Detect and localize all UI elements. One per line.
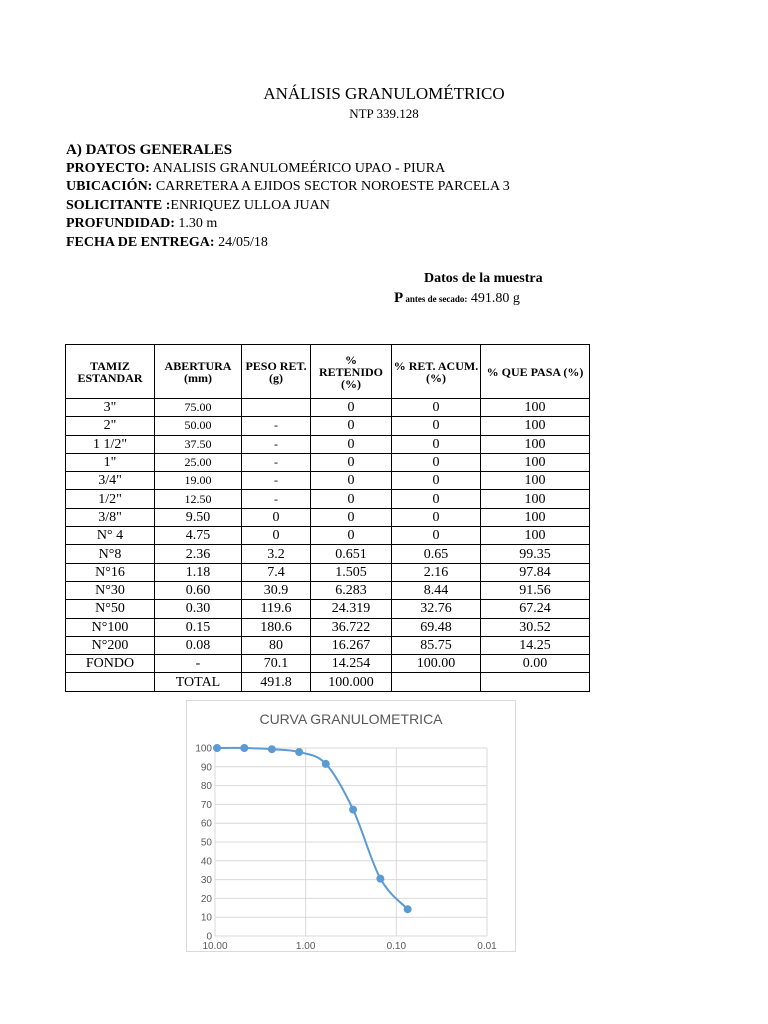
header-line: PESO RET. <box>245 358 307 373</box>
cell-que-pasa: 99.35 <box>481 545 590 563</box>
cell-ret-acum: 69.48 <box>392 618 481 636</box>
cell-que-pasa: 100 <box>481 417 590 435</box>
y-tick-label: 90 <box>200 762 212 774</box>
fecha-value: 24/05/18 <box>214 234 268 250</box>
cell-tamiz: N°200 <box>66 636 155 654</box>
sample-weight-line <box>394 290 520 307</box>
cell-abertura: 0.15 <box>155 618 242 636</box>
sample-weight-subscript: antes de secado: <box>403 294 468 304</box>
data-point <box>241 745 248 752</box>
cell-abertura: 12.50 <box>155 490 242 508</box>
header-line: % RET. ACUM. <box>393 358 479 373</box>
header-line: ESTANDAR <box>77 370 143 385</box>
cell-abertura: 1.18 <box>155 563 242 581</box>
cell-abertura: 2.36 <box>155 545 242 563</box>
cell-retenido: 36.722 <box>311 618 392 636</box>
cell-ret-acum: 0 <box>392 490 481 508</box>
cell-tamiz: N°100 <box>66 618 155 636</box>
sieve-analysis-table <box>65 344 590 692</box>
cell-tamiz: N°8 <box>66 545 155 563</box>
header-abertura <box>155 345 242 399</box>
y-tick-label: 30 <box>200 875 212 887</box>
y-tick-label: 100 <box>195 743 212 755</box>
header-line: (%) <box>341 376 361 391</box>
cell-ret-acum: 0 <box>392 527 481 545</box>
y-tick-label: 20 <box>200 893 212 905</box>
cell-que-pasa: 100 <box>481 508 590 526</box>
y-tick-label: 40 <box>200 856 212 868</box>
proyecto-value: ANALISIS GRANULOMEÉRICO UPAO - PIURA <box>149 160 446 176</box>
x-tick-label: 1.00 <box>295 941 316 951</box>
solicitante-line <box>66 197 510 216</box>
y-tick-label: 60 <box>200 818 212 830</box>
y-tick-label: 70 <box>200 799 212 811</box>
solicitante-value: ENRIQUEZ ULLOA JUAN <box>170 197 330 213</box>
data-point <box>268 746 275 753</box>
header-line: % QUE PASA (%) <box>486 364 584 379</box>
cell-peso-ret: 0 <box>242 527 311 545</box>
sample-weight-value: 491.80 g <box>467 291 520 306</box>
table-row <box>66 636 590 654</box>
sample-data-title: Datos de la muestra <box>424 271 543 286</box>
cell-ret-acum: 0 <box>392 417 481 435</box>
chart-title: CURVA GRANULOMETRICA <box>259 711 443 727</box>
profundidad-label: PROFUNDIDAD: <box>66 216 175 232</box>
table-row <box>66 399 590 417</box>
cell-que-pasa: 91.56 <box>481 581 590 599</box>
cell-retenido: 1.505 <box>311 563 392 581</box>
cell-retenido: 0 <box>311 453 392 471</box>
header-line: ABERTURA <box>164 358 232 373</box>
cell-ret-acum: 32.76 <box>392 600 481 618</box>
header-line: (%) <box>426 370 446 385</box>
header-retenido <box>311 345 392 399</box>
cell-ret-acum: 0.65 <box>392 545 481 563</box>
table-row <box>66 600 590 618</box>
profundidad-value: 1.30 m <box>174 216 218 232</box>
x-tick-label: 10.00 <box>202 941 228 951</box>
x-tick-label: 0.01 <box>477 941 497 951</box>
cell-retenido: 6.283 <box>311 581 392 599</box>
data-point <box>350 806 357 813</box>
cell-tamiz: N°16 <box>66 563 155 581</box>
cell-ret-acum: 8.44 <box>392 581 481 599</box>
cell-retenido: 0 <box>311 472 392 490</box>
table-row <box>66 581 590 599</box>
cell-retenido: 0 <box>311 508 392 526</box>
header-ret-acum <box>392 345 481 399</box>
cell-que-pasa: 67.24 <box>481 600 590 618</box>
chart-plot <box>187 701 515 951</box>
cell-tamiz: 1" <box>66 453 155 471</box>
cell-ret-acum: 100.00 <box>392 655 481 673</box>
cell-peso-ret: - <box>242 435 311 453</box>
table-row <box>66 435 590 453</box>
cell-abertura: 19.00 <box>155 472 242 490</box>
cell-retenido: 0.651 <box>311 545 392 563</box>
table-row <box>66 673 590 691</box>
cell-ret-acum: 0 <box>392 508 481 526</box>
table-row <box>66 472 590 490</box>
y-tick-label: 80 <box>200 781 212 793</box>
cell-retenido: 0 <box>311 435 392 453</box>
cell-retenido: 0 <box>311 527 392 545</box>
header-line: RETENIDO <box>318 364 383 379</box>
solicitante-label: SOLICITANTE : <box>66 197 171 213</box>
cell-peso-ret: 180.6 <box>242 618 311 636</box>
ubicacion-value: CARRETERA A EJIDOS SECTOR NOROESTE PARCELA 3 <box>152 179 510 195</box>
cell-peso-ret: 0 <box>242 508 311 526</box>
table-row <box>66 508 590 526</box>
proyecto-label: PROYECTO: <box>66 160 150 176</box>
cell-peso-ret: - <box>242 490 311 508</box>
cell-que-pasa: 100 <box>481 472 590 490</box>
cell-abertura: 0.30 <box>155 600 242 618</box>
cell-peso-ret: 119.6 <box>242 600 311 618</box>
table-row <box>66 490 590 508</box>
cell-tamiz: FONDO <box>66 655 155 673</box>
proyecto-line <box>66 160 510 179</box>
header-line: % <box>345 352 357 367</box>
data-point <box>377 875 384 882</box>
table-row <box>66 417 590 435</box>
fecha-line <box>66 234 510 253</box>
cell-abertura: 4.75 <box>155 527 242 545</box>
header-tamiz <box>66 345 155 399</box>
cell-retenido: 100.000 <box>311 673 392 691</box>
cell-retenido: 0 <box>311 399 392 417</box>
cell-retenido: 16.267 <box>311 636 392 654</box>
cell-abertura: - <box>155 655 242 673</box>
table-row <box>66 655 590 673</box>
cell-que-pasa: 97.84 <box>481 563 590 581</box>
cell-tamiz: N°30 <box>66 581 155 599</box>
cell-tamiz: 1 1/2" <box>66 435 155 453</box>
cell-tamiz: N° 4 <box>66 527 155 545</box>
y-tick-label: 50 <box>200 837 212 849</box>
cell-retenido: 24.319 <box>311 600 392 618</box>
cell-que-pasa: 100 <box>481 453 590 471</box>
data-point <box>214 745 221 752</box>
header-peso-ret <box>242 345 311 399</box>
cell-que-pasa: 100 <box>481 527 590 545</box>
table-row <box>66 618 590 636</box>
cell-que-pasa: 100 <box>481 435 590 453</box>
cell-ret-acum: 0 <box>392 435 481 453</box>
cell-peso-ret: 80 <box>242 636 311 654</box>
cell-abertura: 0.60 <box>155 581 242 599</box>
fecha-label: FECHA DE ENTREGA: <box>66 234 215 250</box>
header-que-pasa <box>481 345 590 399</box>
cell-que-pasa: 100 <box>481 490 590 508</box>
cell-abertura: 25.00 <box>155 453 242 471</box>
header-line: (mm) <box>184 370 212 385</box>
cell-peso-ret: 491.8 <box>242 673 311 691</box>
cell-que-pasa <box>481 673 590 691</box>
cell-tamiz: 3/4" <box>66 472 155 490</box>
cell-abertura: TOTAL <box>155 673 242 691</box>
sample-weight-symbol: P <box>394 290 404 306</box>
cell-que-pasa: 0.00 <box>481 655 590 673</box>
profundidad-line <box>66 215 510 234</box>
cell-abertura: 50.00 <box>155 417 242 435</box>
cell-retenido: 14.254 <box>311 655 392 673</box>
data-point <box>404 906 411 913</box>
cell-retenido: 0 <box>311 417 392 435</box>
gradation-chart <box>186 700 516 952</box>
cell-ret-acum: 0 <box>392 453 481 471</box>
document-subtitle: NTP 339.128 <box>349 106 419 121</box>
cell-tamiz: 1/2" <box>66 490 155 508</box>
table-row <box>66 545 590 563</box>
ubicacion-line <box>66 178 510 197</box>
y-tick-label: 10 <box>200 912 212 924</box>
data-point <box>322 760 329 767</box>
x-tick-label: 0.10 <box>386 941 407 951</box>
table-header-row <box>66 345 590 399</box>
general-data-section <box>66 141 510 253</box>
cell-ret-acum: 0 <box>392 399 481 417</box>
cell-tamiz: 3/8" <box>66 508 155 526</box>
table-row <box>66 527 590 545</box>
cell-que-pasa: 100 <box>481 399 590 417</box>
ubicacion-label: UBICACIÓN: <box>66 179 153 195</box>
cell-que-pasa: 30.52 <box>481 618 590 636</box>
header-line: TAMIZ <box>90 358 130 373</box>
cell-peso-ret <box>242 399 311 417</box>
y-tick-label: 0 <box>206 931 212 943</box>
cell-abertura: 75.00 <box>155 399 242 417</box>
cell-abertura: 0.08 <box>155 636 242 654</box>
cell-peso-ret: 30.9 <box>242 581 311 599</box>
cell-abertura: 9.50 <box>155 508 242 526</box>
cell-retenido: 0 <box>311 490 392 508</box>
general-heading: A) DATOS GENERALES <box>66 142 233 158</box>
cell-peso-ret: 7.4 <box>242 563 311 581</box>
table-row <box>66 563 590 581</box>
cell-abertura: 37.50 <box>155 435 242 453</box>
table-body <box>66 399 590 692</box>
cell-ret-acum: 0 <box>392 472 481 490</box>
cell-ret-acum: 2.16 <box>392 563 481 581</box>
data-point <box>296 749 303 756</box>
series-line <box>217 748 408 909</box>
cell-tamiz: N°50 <box>66 600 155 618</box>
cell-ret-acum: 85.75 <box>392 636 481 654</box>
cell-tamiz: 2" <box>66 417 155 435</box>
cell-que-pasa: 14.25 <box>481 636 590 654</box>
cell-peso-ret: - <box>242 453 311 471</box>
cell-peso-ret: 70.1 <box>242 655 311 673</box>
cell-peso-ret: - <box>242 472 311 490</box>
cell-tamiz: 3" <box>66 399 155 417</box>
cell-ret-acum <box>392 673 481 691</box>
header-line: (g) <box>269 370 283 385</box>
cell-tamiz <box>66 673 155 691</box>
table-row <box>66 453 590 471</box>
document-title: ANÁLISIS GRANULOMÉTRICO <box>263 84 505 103</box>
cell-peso-ret: - <box>242 417 311 435</box>
cell-peso-ret: 3.2 <box>242 545 311 563</box>
